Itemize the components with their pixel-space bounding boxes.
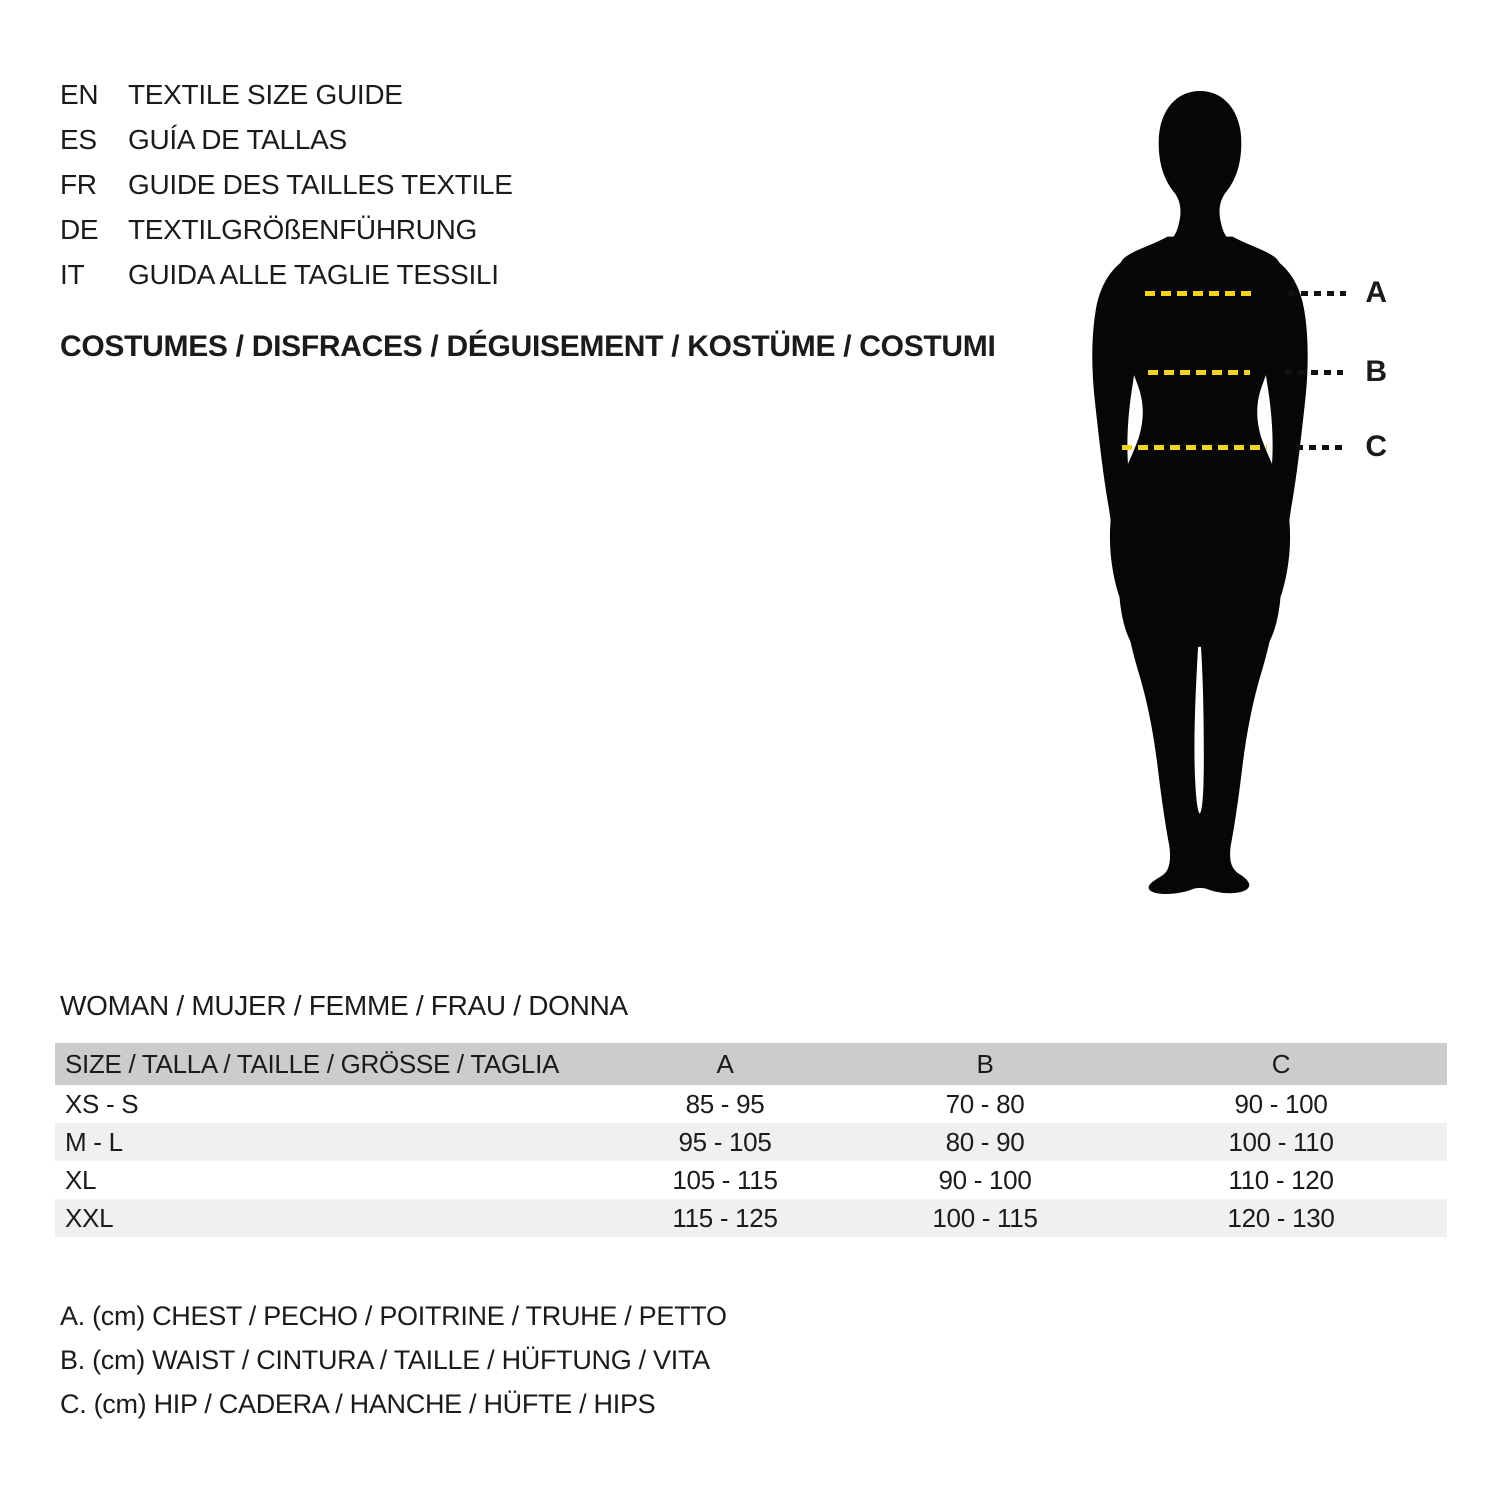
table-row: [55, 1123, 1447, 1161]
value-cell-a: 105 - 115: [672, 1164, 778, 1195]
value-cell-b: 70 - 80: [945, 1088, 1025, 1119]
legend-item-chest: A. (cm) CHEST / PECHO / POITRINE / TRUHE / PETTO: [60, 1300, 727, 1331]
column-header-c: C: [1115, 1043, 1447, 1085]
language-code: IT: [60, 258, 85, 290]
table-row: [55, 1199, 1447, 1237]
size-cell: XXL: [65, 1202, 114, 1233]
language-title: TEXTILGRÖßENFÜHRUNG: [128, 213, 477, 245]
language-row: [60, 207, 513, 252]
size-cell: M - L: [65, 1126, 123, 1157]
waist-dash-black: [1285, 370, 1343, 375]
measurement-diagram: [1040, 60, 1485, 960]
language-list: [60, 72, 513, 297]
column-header-a: A: [595, 1043, 855, 1085]
chest-dash-black: [1288, 291, 1346, 296]
measurement-legend: [60, 1294, 727, 1426]
category-title: COSTUMES / DISFRACES / DÉGUISEMENT / KOSTÜME / COSTUMI: [60, 330, 996, 363]
hip-dash-black: [1296, 445, 1346, 450]
language-title: GUÍA DE TALLAS: [128, 123, 347, 155]
language-title: GUIDA ALLE TAGLIE TESSILI: [128, 258, 499, 290]
waist-dash-yellow: [1148, 370, 1250, 375]
value-cell-a: 95 - 105: [678, 1126, 772, 1157]
hip-dash-yellow: [1122, 445, 1267, 450]
value-cell-b: 80 - 90: [945, 1126, 1025, 1157]
language-row: [60, 72, 513, 117]
size-header-cell: SIZE / TALLA / TAILLE / GRÖSSE / TAGLIA: [55, 1043, 595, 1085]
language-code: FR: [60, 168, 97, 200]
value-cell-b: 100 - 115: [932, 1202, 1038, 1233]
size-cell: XS - S: [65, 1088, 139, 1119]
language-title: GUIDE DES TAILLES TEXTILE: [128, 168, 513, 200]
marker-label-c: C: [1365, 430, 1387, 463]
measure-line-waist: [1040, 355, 1485, 388]
size-table: [55, 1043, 1447, 1237]
marker-label-b: B: [1365, 355, 1387, 388]
measure-line-chest: [1040, 276, 1485, 309]
language-code: ES: [60, 123, 97, 155]
value-cell-c: 110 - 120: [1228, 1164, 1334, 1195]
language-title: TEXTILE SIZE GUIDE: [128, 78, 403, 110]
value-cell-b: 90 - 100: [938, 1164, 1032, 1195]
table-row: [55, 1161, 1447, 1199]
measure-line-hip: [1040, 430, 1485, 463]
chest-dash-yellow: [1145, 291, 1257, 296]
column-header-b: B: [855, 1043, 1115, 1085]
value-cell-a: 85 - 95: [685, 1088, 765, 1119]
legend-item-waist: B. (cm) WAIST / CINTURA / TAILLE / HÜFTUNG / VITA: [60, 1344, 710, 1375]
language-row: [60, 117, 513, 162]
legend-item-hip: C. (cm) HIP / CADERA / HANCHE / HÜFTE / HIPS: [60, 1388, 656, 1419]
value-cell-a: 115 - 125: [672, 1202, 778, 1233]
section-title-woman: WOMAN / MUJER / FEMME / FRAU / DONNA: [60, 990, 628, 1021]
language-code: EN: [60, 78, 99, 110]
value-cell-c: 100 - 110: [1228, 1126, 1334, 1157]
size-table-header-row: [55, 1043, 1447, 1085]
language-code: DE: [60, 213, 99, 245]
value-cell-c: 120 - 130: [1227, 1202, 1335, 1233]
value-cell-c: 90 - 100: [1234, 1088, 1328, 1119]
size-cell: XL: [65, 1164, 97, 1195]
table-row: [55, 1085, 1447, 1123]
marker-label-a: A: [1365, 276, 1387, 309]
language-row: [60, 162, 513, 207]
woman-silhouette-icon: [1085, 75, 1315, 935]
language-row: [60, 252, 513, 297]
